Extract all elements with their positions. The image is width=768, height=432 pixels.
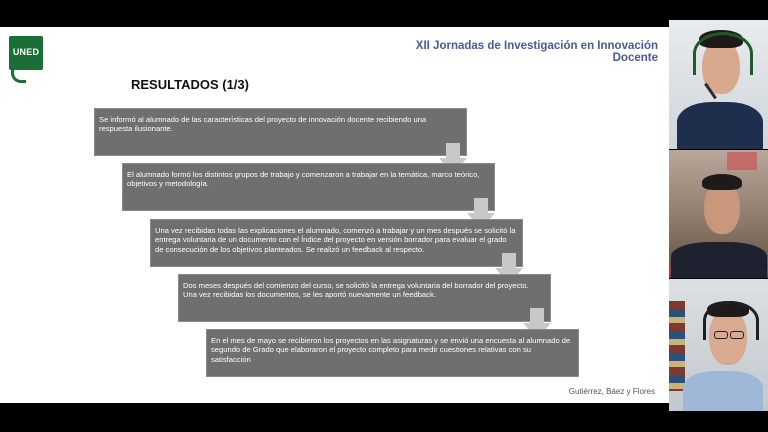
headset-icon xyxy=(703,301,759,340)
slide-footer-authors: Gutiérrez, Báez y Flores xyxy=(568,387,655,396)
webcam-participant-3[interactable] xyxy=(669,279,768,411)
step-box-2: El alumnado formó los distintos grupos de trabajo y comenzaron a trabajar en la temática, marco teórico, objetivos y metodología. xyxy=(122,163,495,211)
step-box-4: Dos meses después del comienzo del curso, se solicitó la entrega voluntaria del borrador del proyecto. Una vez recibidas los documentos, se les aportó nuevamente un feedback. xyxy=(178,274,551,322)
participant-shirt xyxy=(677,102,763,149)
conference-title: XII Jornadas de Investigación en Innovación Docente xyxy=(415,40,658,64)
wall-decoration xyxy=(727,152,757,170)
bookshelf xyxy=(669,301,685,391)
presentation-slide xyxy=(0,27,669,403)
participant-shirt xyxy=(683,371,763,411)
headset-icon xyxy=(693,32,753,75)
step-box-1: Se informó al alumnado de las características del proyecto de innovación docente recibiendo una respuesta ilusionante. xyxy=(94,108,467,156)
webcam-participant-2[interactable] xyxy=(669,150,768,278)
participant-shirt xyxy=(671,242,767,278)
webcam-participant-1[interactable] xyxy=(669,20,768,149)
step-box-5: En el mes de mayo se recibieron los proyectos en las asignaturas y se envió una encuesta al alumnado de segundo de Grado que elaboraron el proyecto completo para medir cuestiones relativas con su satisfacción xyxy=(206,329,579,377)
uned-logo xyxy=(9,36,43,80)
participant-hair xyxy=(702,174,742,190)
logo-text: UNED xyxy=(12,47,40,57)
logo-tail xyxy=(11,66,26,83)
slide-heading: RESULTADOS (1/3) xyxy=(131,77,249,92)
step-box-3: Una vez recibidas todas las explicaciones el alumnado, comenzó a trabajar y un mes después se solicitó la entrega voluntaria de un documento con el Índice del proyecto en versión borrador para evaluar el grado de consecución de los objetivos planteados. Se realizó un feedback al respecto. xyxy=(150,219,523,267)
